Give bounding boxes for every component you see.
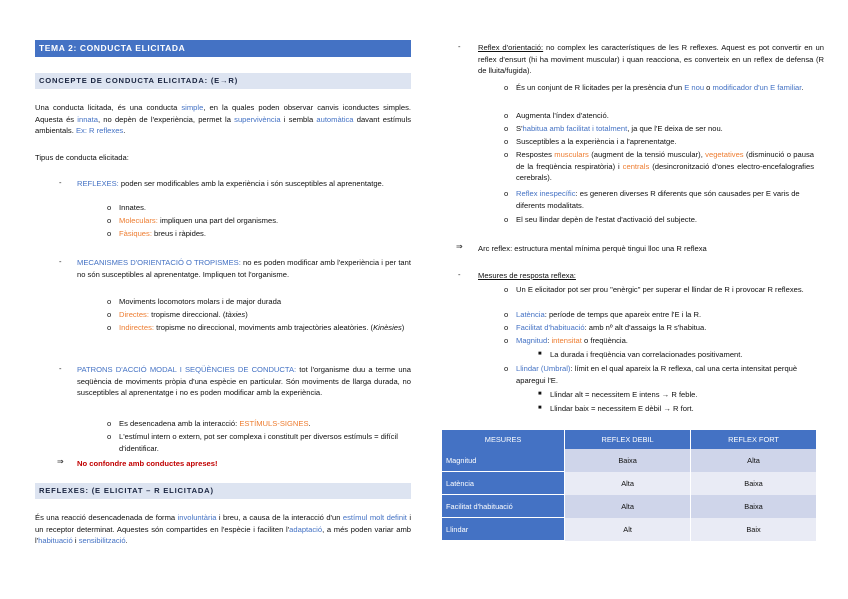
implies-arrow-icon: ⇒	[456, 242, 463, 251]
dash-bullet: -	[458, 42, 461, 51]
orient-sub-4: o Susceptibles a la experiència i a l'aprenentatge.	[504, 137, 677, 146]
table-header-row	[442, 430, 817, 449]
mesures-sub-2: o Latència: període de temps que apareix entre l'E i la R.	[504, 310, 702, 319]
patrons-sub-1: o Es desencadena amb la interacció: ESTÍMULS-SIGNES.	[107, 419, 311, 428]
orient-sub-5: o Respostes musculars (augment de la tensió muscular), vegetatives (disminució o pausa de la freqüència respiratòria) i centrals (desincronització d'ones electro-encefalografies cerebrals).	[504, 150, 814, 183]
column-header: REFLEX FORT	[691, 430, 817, 449]
cell-fort: Alta	[691, 449, 817, 472]
mesures-sub-4: o Magnitud: intensitat o freqüència.	[504, 336, 628, 345]
section-heading-reflexes: REFLEXES: (E ELICITAT – R ELICITADA)	[35, 483, 411, 499]
dash-bullet: -	[59, 178, 62, 187]
patrons-item: PATRONS D'ACCIÓ MODAL I SEQÜÈNCIES DE CONDUCTA: tot l'organisme duu a terme una seqüència de moviments pròpia d'una espècie en particular. Són moviments de llarga durada, no susceptibles al aprenentatge i no es poden modificar amb la experiència.	[77, 365, 411, 398]
orient-sub-6: o Reflex inespecífic: es generen diverses R diferents que són causades per E varis de diferents modalitats.	[504, 189, 800, 210]
table-row	[442, 472, 817, 495]
llindar-alt: ■ Llindar alt = necessitem E intens → R feble.	[538, 390, 698, 399]
patrons-sub-2: o L'estímul intern o extern, pot ser complexa i constituït per diversos estímuls = difícil d'identificar.	[107, 432, 398, 453]
types-heading: Tipus de conducta elicitada:	[35, 153, 129, 162]
section-heading-concepte: CONCEPTE DE CONDUCTA ELICITADA: (E→R)	[35, 73, 411, 89]
mesures-table	[442, 430, 817, 541]
implies-arrow-icon: ⇒	[57, 457, 64, 466]
table-row	[442, 495, 817, 518]
dash-bullet: -	[458, 270, 461, 279]
mecanismes-sub-3: o Indirectes: tropisme no direccional, moviments amb trajectòries aleatòries. (Kinèsies)	[107, 323, 405, 332]
column-header: REFLEX DEBIL	[565, 430, 691, 449]
table-row	[442, 449, 817, 472]
orient-sub-1: o És un conjunt de R licitades per la presència d'un E nou o modificador d'un E familiar.	[504, 83, 804, 92]
mesures-sub-3: o Facilitat d'habituació: amb nº alt d'assaigs la R s'habitua.	[504, 323, 707, 332]
llindar-baix: ■ Llindar baix = necessitem E dèbil → R fort.	[538, 404, 694, 413]
warning-note: No confondre amb conductes apreses!	[77, 459, 218, 468]
reflexes-sub-1: o Innates.	[107, 203, 147, 212]
cell-debil: Alta	[565, 472, 691, 495]
orientation-reflex-item: Reflex d'orientació: no complex les característiques de les R reflexes. Aquest es pot convertir en un reflex d'ensurt (hi ha moviment muscular) i quan reacciona, es converteix en un reflex de defensa (R de lluita/fugida).	[478, 43, 824, 76]
cell-fort: Baixa	[691, 472, 817, 495]
reflexes-sub-2: o Moleculars: impliquen una part del organismes.	[107, 216, 279, 225]
dash-bullet: -	[59, 364, 62, 373]
row-label: Latència	[442, 472, 565, 495]
dash-bullet: -	[59, 257, 62, 266]
reflexes-definition: És una reacció desencadenada de forma involuntària i breu, a causa de la interacció d'un estímul molt definit i un receptor determinat. Aquestes són compartides en l'espècie i faciliten l'adaptació, a més poden variar amb l'habituació i sensibilització.	[35, 513, 412, 546]
page-title: TEMA 2: CONDUCTA ELICITADA	[35, 40, 411, 57]
mecanismes-sub-1: o Moviments locomotors molars i de major durada	[107, 297, 282, 306]
intro-paragraph: Una conducta licitada, és una conducta simple, en la quales poden observar canvis iconductes simples. Aquesta és innata, no depèn de l'experiència, permet la supervivència i sembla automàtica davant estímuls ambientals. Ex: R reflexes.	[35, 103, 412, 136]
cell-fort: Baixa	[691, 495, 817, 518]
mesures-sub-4-detail: ■ La durada i freqüència van correlacionades positivament.	[538, 350, 743, 359]
cell-debil: Alta	[565, 495, 691, 518]
row-label: Llindar	[442, 518, 565, 541]
orient-sub-7: o El seu llindar depèn de l'estat d'activació del subjecte.	[504, 215, 698, 224]
reflexes-item: REFLEXES: poden ser modificables amb la experiència i són susceptibles al aprenentatge.	[77, 179, 384, 188]
row-label: Facilitat d'habituació	[442, 495, 565, 518]
table-row	[442, 518, 817, 541]
cell-debil: Baixa	[565, 449, 691, 472]
column-header: MESURES	[442, 430, 565, 449]
arc-reflex-note: Arc reflex: estructura mental mínima perquè tingui lloc una R reflexa	[478, 244, 707, 253]
mesures-heading: Mesures de resposta reflexa:	[478, 271, 576, 280]
mecanismes-sub-2: o Directes: tropisme direccional. (tàxies)	[107, 310, 248, 319]
mesures-sub-5: o Llindar (Umbral): límit en el qual apareix la R reflexa, cal una certa intensitat perquè aparegui l'E.	[504, 364, 798, 385]
orient-sub-2: o Augmenta l'índex d'atenció.	[504, 111, 609, 120]
cell-fort: Baix	[691, 518, 817, 541]
mesures-sub-1: o Un E elicitador pot ser prou "enèrgic" per superar el llindar de R i provocar R reflexes.	[504, 285, 804, 294]
orient-sub-3: o S'habitua amb facilitat i totalment, ja que l'E deixa de ser nou.	[504, 124, 723, 133]
cell-debil: Alt	[565, 518, 691, 541]
row-label: Magnitud	[442, 449, 565, 472]
reflexes-sub-3: o Fàsiques: breus i ràpides.	[107, 229, 206, 238]
mecanismes-item: MECANISMES D'ORIENTACIÓ O TROPISMES: no es poden modificar amb l'experiència i per tant no són susceptibles al aprenentatge. Impliquen tot l'organisme.	[77, 258, 411, 279]
